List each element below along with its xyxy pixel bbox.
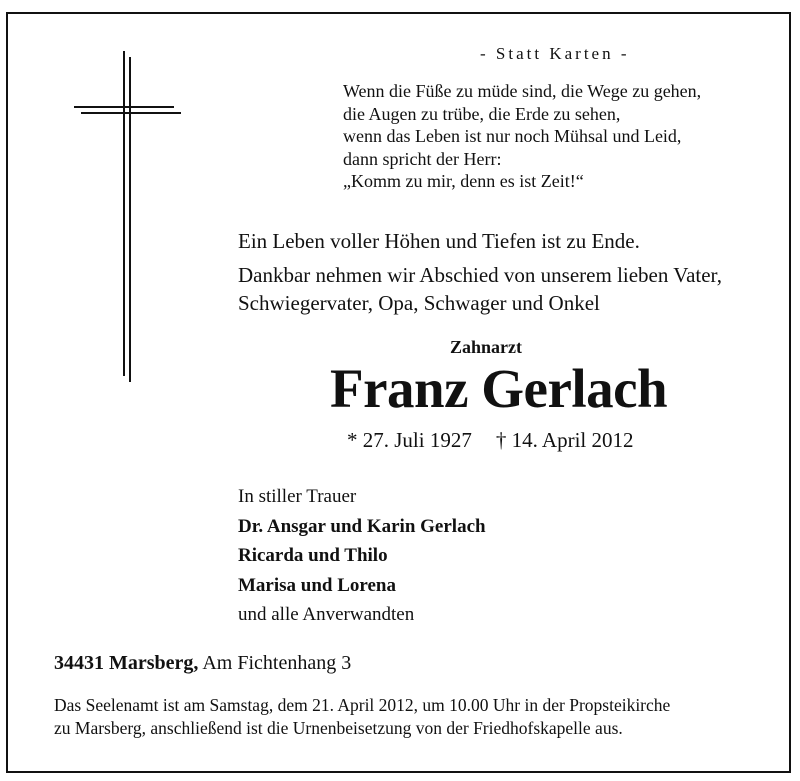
mourner-name: Dr. Ansgar und Karin Gerlach [238, 515, 486, 537]
death-date: † 14. April 2012 [495, 428, 634, 452]
deceased-title: Zahnarzt [450, 337, 522, 357]
intro-line: Ein Leben voller Höhen und Tiefen ist zu Ende. [238, 229, 640, 253]
mourner-name: Ricarda und Thilo [238, 545, 388, 566]
poem-line: die Augen zu trübe, die Erde zu sehen, [343, 103, 621, 124]
poem-line: wenn das Leben ist nur noch Mühsal und Leid, [343, 126, 682, 146]
postal-city: 34431 Marsberg, [54, 652, 199, 674]
cross-horizontal-line [81, 112, 181, 114]
intro-text [238, 227, 722, 317]
poem-line: Wenn die Füße zu müde sind, die Wege zu gehen, [343, 81, 702, 101]
funeral-notice [54, 694, 670, 739]
poem-line: „Komm zu mir, denn es ist Zeit!“ [343, 171, 584, 191]
mourners-heading: In stiller Trauer [238, 486, 357, 507]
deceased-name: Franz Gerlach [330, 358, 668, 419]
notice-line: Das Seelenamt ist am Samstag, dem 21. April 2012, um 10.00 Uhr in der Propsteikirche [54, 695, 671, 715]
poem-line: dann spricht der Herr: [343, 148, 502, 169]
intro-line: Schwiegervater, Opa, Schwager und Onkel [238, 291, 600, 315]
cross-horizontal-line [74, 106, 174, 108]
address [54, 652, 351, 675]
mourners-closing: und alle Anverwandten [238, 604, 415, 625]
street: Am Fichtenhang 3 [202, 652, 352, 674]
mourners-block [238, 482, 486, 630]
intro-line: Dankbar nehmen wir Abschied von unserem lieben Vater, [238, 263, 722, 287]
mourner-name: Marisa und Lorena [238, 574, 397, 596]
poem [343, 80, 701, 193]
notice-line: zu Marsberg, anschließend ist die Urnenbeisetzung von der Friedhofskapelle aus. [54, 717, 623, 738]
life-dates [347, 428, 634, 453]
statt-karten-label: - Statt Karten - [480, 44, 630, 63]
birth-date: * 27. Juli 1927 [347, 428, 472, 452]
cross-vertical-line [123, 51, 125, 376]
